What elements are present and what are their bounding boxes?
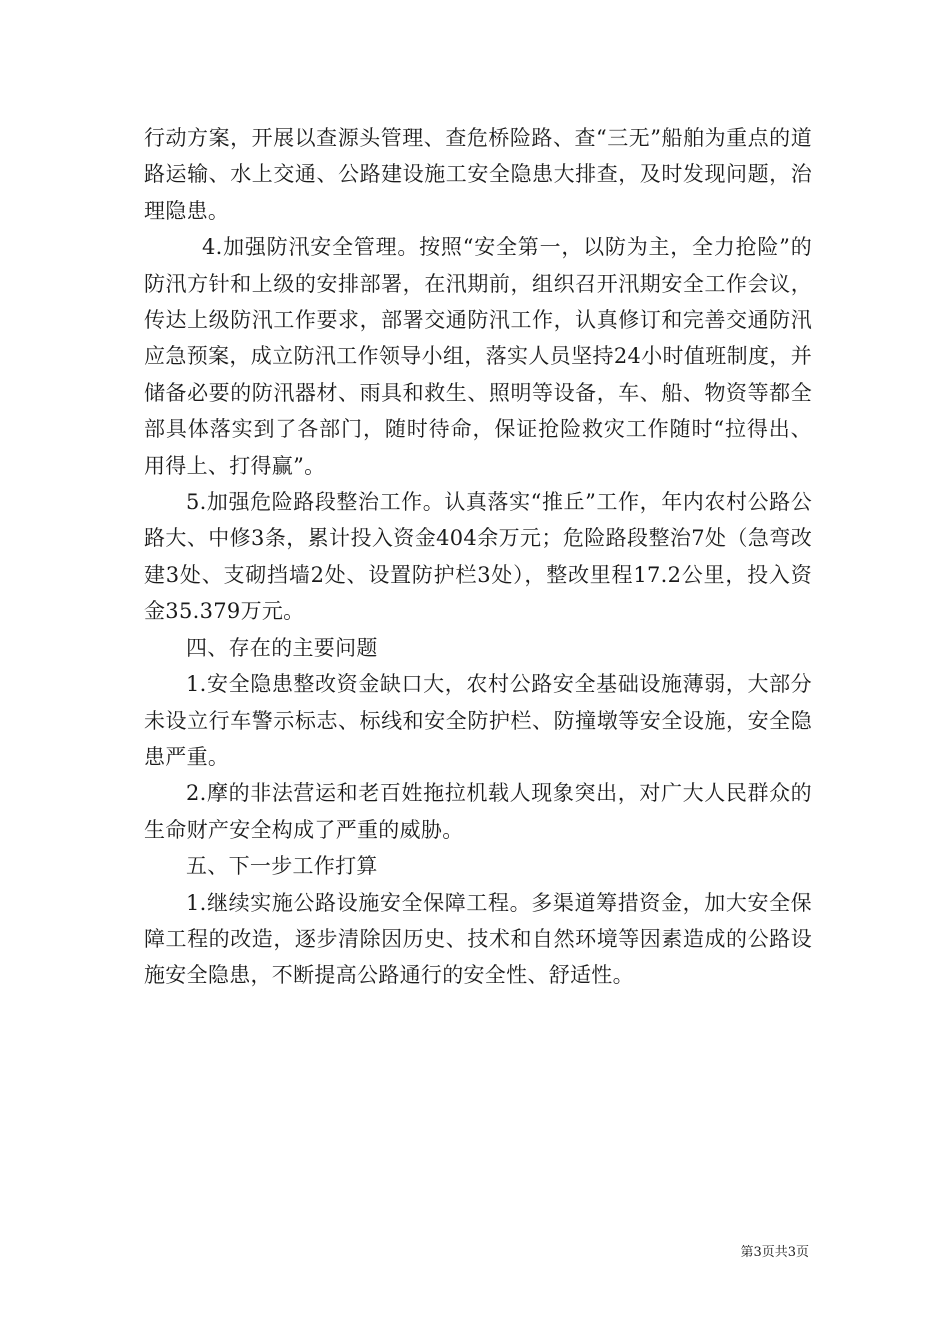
section-heading-problems: 四、存在的主要问题 bbox=[186, 635, 378, 660]
paragraph-next-step-1: 1.继续实施公路设施安全保障工程。多渠道筹措资金，加大安全保障工程的改造，逐步清除因历史、技术和自然环境等因素造成的公路设施安全隐患，不断提高公路通行的安全性、舒适性。 bbox=[144, 890, 812, 988]
document-body bbox=[144, 120, 812, 994]
paragraph-dangerous-roads: 5.加强危险路段整治工作。认真落实“推丘”工作，年内农村公路公路大、中修3条，累计投入资金404余万元；危险路段整治7处（急弯改建3处、支砌挡墙2处、设置防护栏3处），整改里程17.2公里，投入资金35.379万元。 bbox=[144, 490, 812, 624]
paragraph-flood-safety: 4.加强防汛安全管理。按照“安全第一，以防为主，全力抢险”的防汛方针和上级的安排部署，在汛期前，组织召开汛期安全工作会议，传达上级防汛工作要求，部署交通防汛工作，认真修订和完善交通防汛应急预案，成立防汛工作领导小组，落实人员坚持24小时值班制度，并储备必要的防汛器材、雨具和救生、照明等设备，车、船、物资等都全部具体落实到了各部门，随时待命，保证抢险救灾工作随时“拉得出、用得上、打得赢”。 bbox=[144, 235, 812, 478]
paragraph-continuation: 行动方案，开展以查源头管理、查危桥险路、查“三无”船舶为重点的道路运输、水上交通、公路建设施工安全隐患大排查，及时发现问题，治理隐患。 bbox=[144, 126, 812, 223]
paragraph-problem-1: 1.安全隐患整改资金缺口大，农村公路安全基础设施薄弱，大部分未设立行车警示标志、标线和安全防护栏、防撞墩等安全设施，安全隐患严重。 bbox=[144, 672, 812, 769]
section-heading-next-steps: 五、下一步工作打算 bbox=[186, 854, 378, 879]
paragraph-problem-2: 2.摩的非法营运和老百姓拖拉机载人现象突出，对广大人民群众的生命财产安全构成了严重的威胁。 bbox=[144, 781, 812, 842]
page-number-footer: 第3页共3页 bbox=[740, 1245, 809, 1260]
